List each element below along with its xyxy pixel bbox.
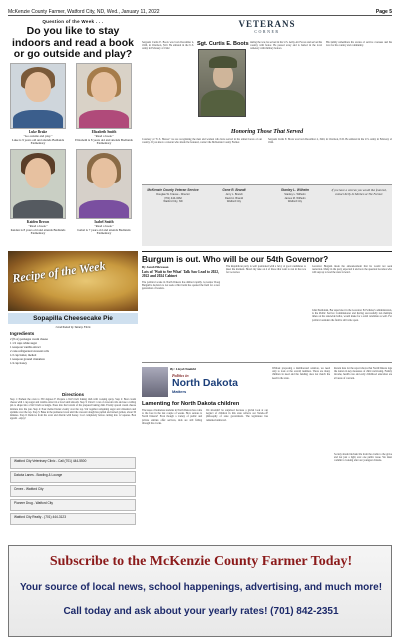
subscribe-banner xyxy=(8,545,392,637)
kid-name-1: Luke Brake xyxy=(28,130,48,134)
burgum-deck: Lots of 'Wait to See What' Talk Saw Lead to 2022, 2022 and 2024 Cabinet xyxy=(142,270,219,278)
kid-quote-4: "Read a book." xyxy=(94,223,114,228)
sponsor-1 xyxy=(144,189,202,239)
nd-logo-title: North Dakota xyxy=(172,377,238,389)
burgum-byline: By Jacob Ellevason xyxy=(142,265,169,269)
burgum-column-1: The political scene in North Dakota has shifted rapidly. Governor Doug Burgum's decision to not seek a third term has opened the field for a new generation of leaders. xyxy=(142,281,220,291)
sponsor-ad: Watford City Veterinary Clinic - Call (701) 444-5500 xyxy=(10,457,136,469)
sponsor-ad: Watford City Realty - (701) 444-3123 xyxy=(10,513,136,525)
sponsor-2-lines: Jerry L. Brandt David A. Brandt Watford City xyxy=(224,193,244,203)
kid-photo-4 xyxy=(76,149,132,219)
ingredients-heading: Ingredients xyxy=(10,331,35,336)
kid-info-3: Kaiden is 8 years old and attends Badlands Elementary xyxy=(10,227,66,236)
honoring-heading: Honoring Those That Served xyxy=(230,129,304,135)
masthead xyxy=(8,6,392,16)
sponsor-ad: Cenex - Watford City xyxy=(10,485,136,497)
burgum-column-2: The Republican party is well positioned with a bevy of good candidates to meet the moment. Here's my take on 4 of those that want to run in the race for Governor. xyxy=(226,265,306,275)
nd-byline: By: Lloyd Omdahl xyxy=(170,367,196,371)
veteran-bio-column-3: His family remembers his stories of service overseas and his love for his country and community. xyxy=(326,41,392,48)
masthead-dateline: McKenzie County Farmer, Watford City, ND, Wed., January 11, 2022 xyxy=(8,9,160,15)
nd-logo-subtitle: Matters xyxy=(172,389,187,394)
sponsor-ad: Pioneer Drug - Watford City xyxy=(10,499,136,511)
sponsor-2 xyxy=(205,189,263,239)
nd-headline: Lamenting for North Dakota children xyxy=(142,401,240,407)
kid-info-1: Luke is 9 years old and attends Badlands Elementary xyxy=(11,137,65,146)
kid-caption-3 xyxy=(8,221,68,236)
nd-column-5: Society should include life from the cradle to the grave and not just a light over one public issue. We must commit to looking after our youngest citizens. xyxy=(334,453,392,463)
veterans-intro-text-2: Sergeant Curtis E. Boots was born December 4, 1920, in Charlson, N.D. He enlisted in the U.S. Army in February of 1942. xyxy=(268,138,392,145)
veterans-logo-title: VETERANS xyxy=(238,19,296,29)
kid-name-4: Isabel Smith xyxy=(94,220,114,224)
kid-info-2: Elizabeth is 8 years old and attends Badlands Elementary xyxy=(75,137,133,146)
question-kicker: Question of the Week . . . xyxy=(42,19,104,24)
subscribe-title: Subscribe to the McKenzie County Farmer Today! xyxy=(49,554,353,569)
veteran-sponsors xyxy=(142,184,392,246)
veterans-logo-subtitle: CORNER xyxy=(254,29,280,34)
nd-column-4: Recent data for the report shows that North Dakota lags the nation in key measures of child well-being. Family income, health care and early childhood education are all areas of concern. xyxy=(334,367,392,380)
burgum-column-3: Governor Burgum made the announcement that he would not seek reelection. Many in the party expected it and now the question becomes who will step up to lead the state forward. xyxy=(312,265,392,275)
sponsor-3-name: Stanley L. Wilhelm xyxy=(280,188,310,192)
ingredient-item: 2 cans refrigerated crescent rolls xyxy=(10,349,49,353)
veteran-name: Sgt. Curtis E. Boots xyxy=(197,41,249,47)
ingredient-item: 1 teaspoon vanilla extract xyxy=(10,345,41,349)
kid-quote-3: "Read a book." xyxy=(28,223,48,228)
ingredient-item: 1/4 cup honey xyxy=(10,361,27,365)
masthead-page-number: Page 5 xyxy=(375,9,392,15)
nd-logo-line: Politics in xyxy=(172,373,189,378)
ingredients-list xyxy=(10,337,136,365)
sponsor-ad: Dakota Lanes - Bowling & Lounge xyxy=(10,471,136,483)
nd-column-1: The issue of homeless students in North Dakota has come to the fore in the last couple of weeks. How serious is North Dakota? Even though a variety of public and private entities offer services, kids are still falling through the cracks. xyxy=(142,409,202,425)
kid-quote-1: "Go outside and play." xyxy=(23,133,53,138)
north-dakota-column xyxy=(142,362,392,536)
burgum-headline: Burgum is out. Who will be our 54th Governor? xyxy=(142,251,392,264)
recipe-of-the-week xyxy=(8,251,138,536)
kid-caption-4 xyxy=(74,221,134,236)
subscribe-tagline: Your source of local news, school happenings, advertising, and much more! xyxy=(19,582,383,593)
veteran-submission-note: If you have a veteran you would like featured, contact Kelly.Jo Morken at The Farmer. xyxy=(331,188,387,196)
ingredient-item: 1 1/2 cups white sugar xyxy=(10,341,37,345)
veteran-bio-column-1: Sergeant Curtis E. Boots was born December 4, 1920, in Charlson, N.D. He enlisted in the U.S. Army in February of 1942. xyxy=(142,41,194,51)
kid-photo-1 xyxy=(10,63,66,129)
kid-caption-2 xyxy=(74,131,134,146)
columnist-photo xyxy=(142,367,168,397)
subscribe-call-line: Call today and ask about your yearly rates! (701) 842-2351 xyxy=(63,606,339,617)
recipe-photo xyxy=(8,251,138,311)
sponsor-3 xyxy=(266,189,324,239)
veteran-portrait xyxy=(198,49,246,117)
recipe-name: Sopapilla Cheesecake Pie xyxy=(8,313,138,324)
nd-column-logo xyxy=(172,373,267,399)
question-title: Do you like to stay indoors and read a book or go outside and play? xyxy=(12,25,134,60)
veterans-corner-logo xyxy=(227,19,307,39)
kid-name-2: Elizabeth Smith xyxy=(91,130,117,134)
ingredient-item: 1/2 cup butter, melted xyxy=(10,353,37,357)
veterans-intro-text: Courtesy of "U.S. Heroes" we are recognizing the men and women who have served in the armed forces of our country. If you know a veteran who should be featured, contact the McKenzie County Farmer. xyxy=(142,138,262,145)
kid-photo-2 xyxy=(76,63,132,129)
veterans-corner xyxy=(142,19,392,249)
directions-heading: Directions xyxy=(61,392,84,397)
burgum-byline-block xyxy=(142,265,220,279)
burgum-column-4: John Pierhofski, Bar supervisor in the Governor Ed Schafer's administration, is the Public Service Commissioner and having successfully run multiple times on the statewide ballot, would make for a solid candidate as well. For political outsiders the field is still wide open. xyxy=(312,309,392,322)
burgum-article xyxy=(142,251,392,361)
nd-column-2: We shouldn't be surprised because a global look at our neglect of children in this state reflects our 'hands-off' philosophy of state government. The legislature has remained unmoved. xyxy=(206,409,268,422)
nd-column-3: Without proposing a multifaceted solution, we need only to look at the overall numbers. There are many children in need and the funding does not match the need in the state. xyxy=(272,367,330,380)
kid-info-4: Isabel is 7 years old and attends Badlands Elementary xyxy=(77,227,131,236)
ingredient-item: 1 teaspoon ground cinnamon xyxy=(10,357,45,361)
sponsor-2-name: Gene R. Brandt xyxy=(222,188,246,192)
question-of-the-week xyxy=(8,19,138,249)
recipe-sponsor-ads xyxy=(10,457,136,531)
kid-quote-2: "Read a book." xyxy=(94,133,114,138)
sponsor-1-name: McKenzie County Veteran Service xyxy=(147,188,199,192)
veteran-bio-column-2: during the war, he served in the U.S. Army Air Forces and served his country with honor. He passed away and is buried in the local cemetery with military honors. xyxy=(250,41,322,51)
kid-caption-1 xyxy=(8,131,68,146)
kid-name-3: Kaiden Brown xyxy=(26,220,50,224)
recipe-banner: Recipe of the Week xyxy=(11,258,107,286)
ingredient-item: 2 (8 oz) packages cream cheese xyxy=(10,337,48,341)
directions-text: Step 1: Preheat the oven to 350 degrees F. Prepare a 9x13 inch baking dish with cooking spray. Step 2: Beat cream cheese with 1 cup sugar and vanilla extract in a bowl until smooth. Step 3: Unroll 1 can of crescent rolls and use a rolling pin to shape into a 9x13 inch rectangle. Press into the bottom of the prepared baking dish. Evenly spread cream cheese mixture into the pan. Step 4: Pour melted butter evenly over the top. Stir together remaining sugar and cinnamon and sprinkle over the top. Step 5: Bake in the preheated oven until the crescent dough has puffed and turned golden, about 30 minutes. Step 6: Remove from the oven and drizzle with honey. Cool completely before cutting into 12 squares. Bon appetit - enjoy! xyxy=(10,398,136,421)
recipe-contributor: Contributed by Tammy Fleck xyxy=(55,325,91,329)
sponsor-3-lines: Stanley L. Wilhelm James M. Wilhelm Watford City xyxy=(284,193,306,203)
sponsor-1-lines: Douglas W. Krause - Director (701) 444-3462 Watford City, ND xyxy=(156,193,190,203)
kid-photo-3 xyxy=(10,149,66,219)
